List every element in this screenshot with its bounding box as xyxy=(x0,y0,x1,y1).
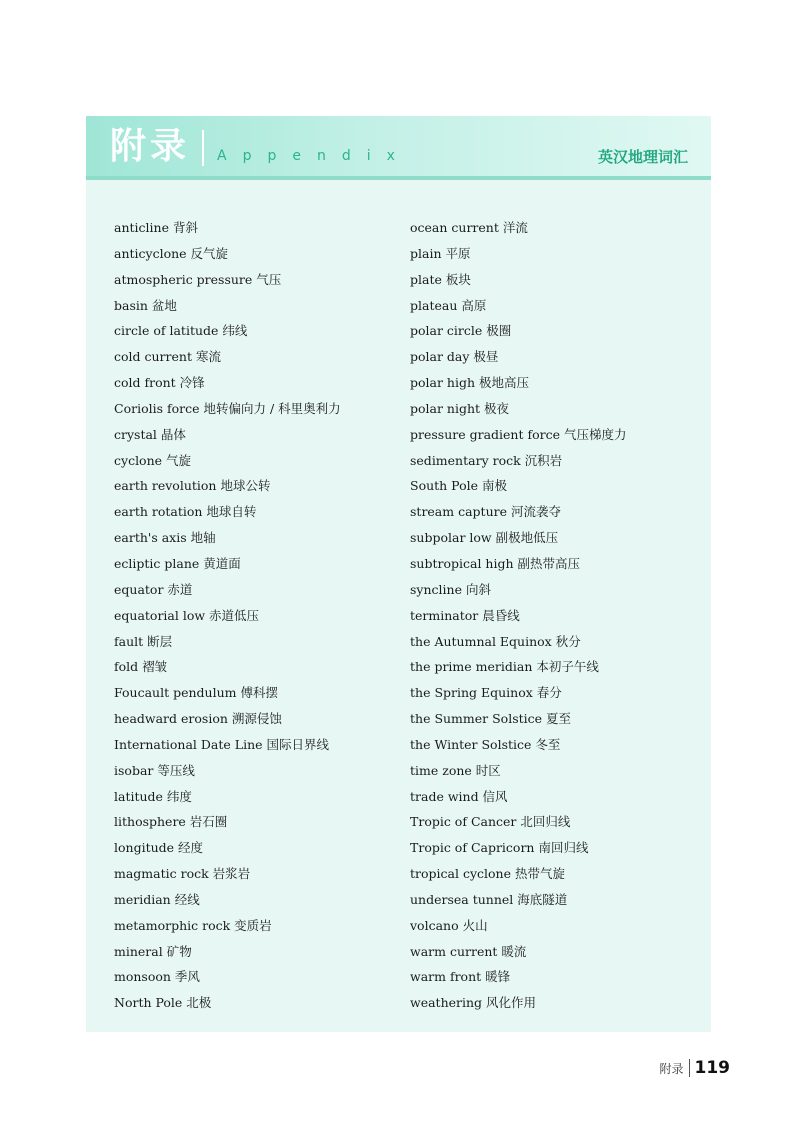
glossary-entry: lithosphere 岩石圈 xyxy=(114,814,228,830)
glossary-entry: latitude 纬度 xyxy=(114,788,192,804)
glossary-entry: North Pole 北极 xyxy=(114,995,212,1011)
glossary-entry: atmospheric pressure 气压 xyxy=(114,271,282,287)
glossary-entry: the prime meridian 本初子午线 xyxy=(410,659,599,675)
glossary-entry: plain 平原 xyxy=(410,245,471,261)
glossary-entry: circle of latitude 纬线 xyxy=(114,323,248,339)
glossary-entry: fault 断层 xyxy=(114,633,173,649)
glossary-entry: mineral 矿物 xyxy=(114,943,192,959)
glossary-entry: earth revolution 地球公转 xyxy=(114,478,271,494)
glossary-entry: volcano 火山 xyxy=(410,917,488,933)
glossary-entry: equatorial low 赤道低压 xyxy=(114,607,260,623)
glossary-entry: the Spring Equinox 春分 xyxy=(410,685,562,701)
glossary-entry: International Date Line 国际日界线 xyxy=(114,736,329,752)
glossary-entry: plate 板块 xyxy=(410,271,471,287)
glossary-entry: warm front 暖锋 xyxy=(410,969,511,985)
glossary-entry: basin 盆地 xyxy=(114,297,177,313)
glossary-entry: longitude 经度 xyxy=(114,840,204,856)
glossary-entry: monsoon 季风 xyxy=(114,969,200,985)
glossary-entry: pressure gradient force 气压梯度力 xyxy=(410,426,627,442)
glossary-column-left xyxy=(114,218,341,1019)
glossary-entry: cyclone 气旋 xyxy=(114,452,192,468)
glossary-entry: anticline 背斜 xyxy=(114,220,198,235)
glossary-entry: undersea tunnel 海底隧道 xyxy=(410,891,568,907)
glossary-entry: Foucault pendulum 傅科摆 xyxy=(114,685,278,701)
glossary-entry: terminator 晨昏线 xyxy=(410,607,520,623)
title-separator xyxy=(202,130,204,166)
glossary-entry: subtropical high 副热带高压 xyxy=(410,555,580,571)
appendix-title-chinese: 附录 xyxy=(110,125,191,167)
glossary-entry: ecliptic plane 黄道面 xyxy=(114,555,241,571)
glossary-entry: South Pole 南极 xyxy=(410,478,507,494)
glossary-entry: Tropic of Cancer 北回归线 xyxy=(410,814,571,830)
glossary-entry: syncline 向斜 xyxy=(410,581,491,597)
glossary-entry: ocean current 洋流 xyxy=(410,220,528,235)
glossary-entry: headward erosion 溯源侵蚀 xyxy=(114,711,282,727)
glossary-entry: earth rotation 地球自转 xyxy=(114,504,257,520)
glossary-entry: stream capture 河流袭夺 xyxy=(410,504,561,520)
page-footer xyxy=(659,1057,730,1079)
glossary-entry: cold current 寒流 xyxy=(114,349,221,365)
footer-separator xyxy=(689,1059,690,1077)
glossary-entry: tropical cyclone 热带气旋 xyxy=(410,866,565,882)
glossary-entry: the Winter Solstice 冬至 xyxy=(410,736,561,752)
glossary-entry: plateau 高原 xyxy=(410,297,487,313)
header-divider xyxy=(86,176,711,180)
glossary-entry: crystal 晶体 xyxy=(114,426,186,442)
glossary-entry: cold front 冷锋 xyxy=(114,375,205,391)
glossary-entry: weathering 风化作用 xyxy=(410,995,537,1011)
glossary-entry: isobar 等压线 xyxy=(114,762,195,778)
glossary-entry: the Summer Solstice 夏至 xyxy=(410,711,572,727)
glossary-entry: fold 褶皱 xyxy=(114,659,168,675)
page-number: 119 xyxy=(694,1058,730,1078)
glossary-entry: polar day 极昼 xyxy=(410,349,499,365)
glossary-entry: polar high 极地高压 xyxy=(410,375,530,391)
appendix-title-english: Appendix xyxy=(217,148,411,164)
glossary-entry: Coriolis force 地转偏向力 / 科里奥利力 xyxy=(114,400,341,416)
glossary-entry: equator 赤道 xyxy=(114,581,193,597)
glossary-entry: time zone 时区 xyxy=(410,762,501,778)
glossary-entry: subpolar low 副极地低压 xyxy=(410,530,559,546)
glossary-entry: trade wind 信风 xyxy=(410,788,508,804)
glossary-column-right xyxy=(410,218,626,1019)
section-title: 英汉地理词汇 xyxy=(597,148,688,166)
glossary-entry: anticyclone 反气旋 xyxy=(114,245,229,261)
glossary-entry: magmatic rock 岩浆岩 xyxy=(114,866,251,882)
glossary-entry: warm current 暖流 xyxy=(410,943,527,959)
glossary-entry: metamorphic rock 变质岩 xyxy=(114,917,272,933)
glossary-entry: Tropic of Capricorn 南回归线 xyxy=(410,840,589,856)
footer-label: 附录 xyxy=(659,1061,684,1076)
glossary-entry: earth's axis 地轴 xyxy=(114,530,216,546)
glossary-entry: polar night 极夜 xyxy=(410,400,510,416)
glossary-entry: meridian 经线 xyxy=(114,891,200,907)
glossary-entry: polar circle 极圈 xyxy=(410,323,512,339)
glossary-entry: sedimentary rock 沉积岩 xyxy=(410,452,563,468)
glossary-entry: the Autumnal Equinox 秋分 xyxy=(410,633,581,649)
